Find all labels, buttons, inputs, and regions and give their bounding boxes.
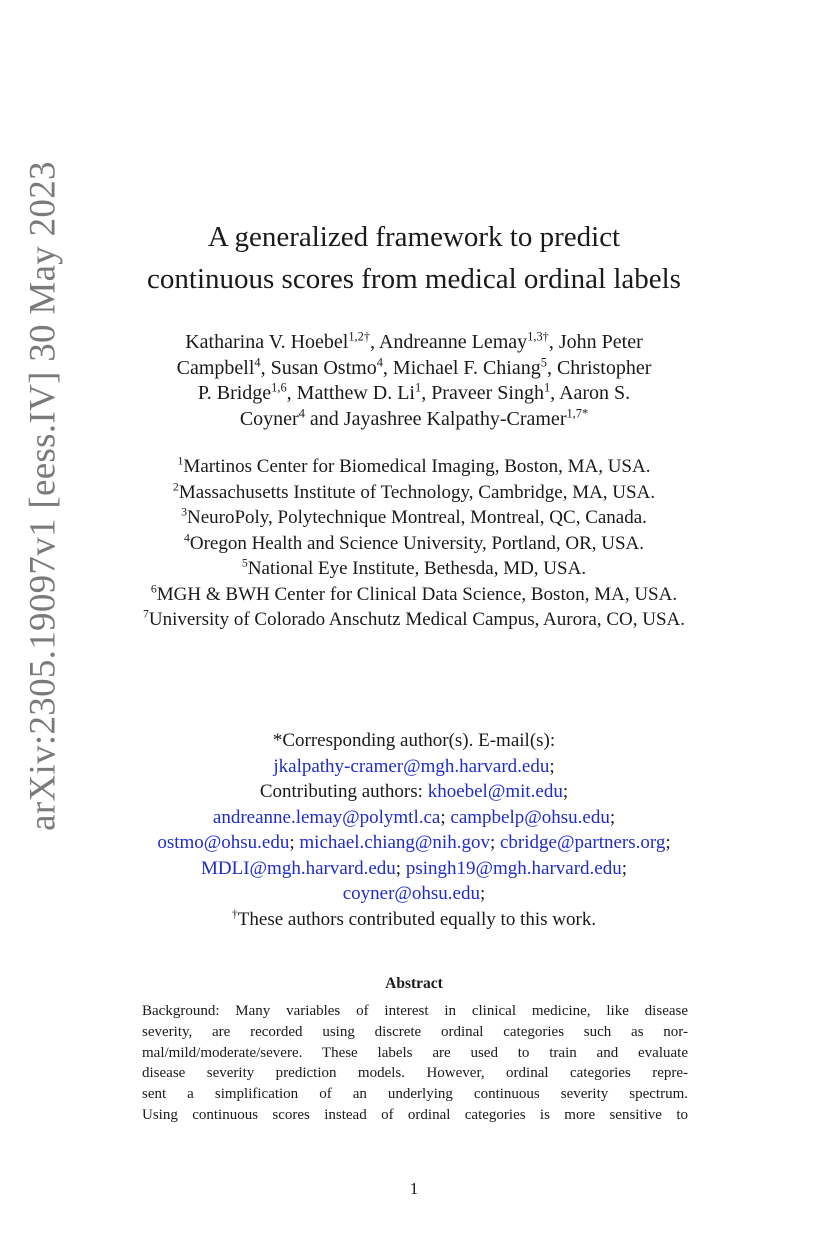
author-line-1: Katharina V. Hoebel$^{1,2\dagger}$, Andreanne Lemay$^{1,3\dagger}$, John Peter: [185, 329, 643, 353]
affiliation-list: [100, 454, 728, 633]
abstract-line: sent a simplification of an underlying continuous severity spectrum.: [142, 1086, 688, 1103]
abstract-line: Using continuous scores instead of ordinal categories is more sensitive to: [142, 1106, 688, 1123]
author-name: Michael F. Chiang: [392, 356, 541, 379]
affiliation-number: 7: [142, 607, 149, 621]
author-affiliation-marker: 4: [254, 354, 261, 369]
abstract-heading: Abstract: [385, 975, 443, 992]
contrib-email-link[interactable]: khoebel@mit.edu: [427, 781, 563, 802]
affiliation-item: [100, 505, 728, 531]
paper-title: [100, 216, 728, 300]
author-affiliation-marker: 1: [543, 380, 551, 395]
page-number: 1: [409, 1179, 419, 1198]
author-name: Matthew D. Li: [296, 382, 415, 404]
affiliation-item: [100, 531, 728, 557]
equal-contribution-text: These authors contributed equally to this work.: [237, 908, 597, 930]
affiliation-number: 6: [150, 582, 157, 596]
author-affiliation-marker: 1,3†: [527, 329, 549, 344]
affiliation-number: 2: [172, 480, 179, 494]
affiliation-item: [100, 582, 728, 608]
affiliation-text: National Eye Institute, Bethesda, MD, USA.: [247, 558, 587, 579]
author-affiliation-marker: 4: [376, 354, 383, 369]
affiliation-item: [100, 480, 728, 506]
contrib-email-link[interactable]: cbridge@partners.org: [499, 832, 666, 853]
affiliation-number: 5: [241, 556, 248, 570]
author-line-2: Campbell$^4$, Susan Ostmo$^4$, Michael F. Chiang$^5$, Christopher: [176, 354, 652, 379]
author-name-part: Coyner: [239, 407, 299, 430]
abstract-line: mal/mild/moderate/severe. These labels are used to train and evaluate: [142, 1044, 688, 1061]
abstract-line: severity, are recorded using discrete ordinal categories such as nor-: [142, 1023, 688, 1040]
affiliation-text: NeuroPoly, Polytechnique Montreal, Montreal, QC, Canada.: [186, 507, 647, 528]
corresponding-label: *Corresponding author(s). E-mail(s):: [272, 730, 556, 751]
dagger-mark: †: [231, 907, 238, 921]
contributing-emails-line-4: coyner@ohsu.edu;: [342, 883, 486, 904]
affiliation-item: [100, 607, 728, 633]
author-name: Praveer Singh: [431, 382, 544, 404]
affiliation-number: 4: [183, 531, 190, 545]
title-line-2: continuous scores from medical ordinal labels: [147, 263, 681, 295]
author-name-part: John Peter: [558, 331, 643, 353]
contrib-email-link[interactable]: michael.chiang@nih.gov: [299, 832, 490, 853]
author-line-3: P. Bridge$^{1,6}$, Matthew D. Li$^1$, Praveer Singh$^1$, Aaron S.: [197, 380, 631, 404]
author-name-part: P. Bridge: [197, 382, 272, 404]
arxiv-identifier-text: arXiv:2305.19097v1 [eess.IV] 30 May 2023: [22, 161, 64, 831]
contrib-email-link[interactable]: psingh19@mgh.harvard.edu: [405, 857, 622, 879]
abstract-line: disease severity prediction models. However, ordinal categories repre-: [142, 1065, 688, 1082]
contributing-emails-line-3: MDLI@mgh.harvard.edu; psingh19@mgh.harvard.edu;: [201, 857, 627, 879]
author-name: Susan Ostmo: [270, 356, 377, 379]
contrib-email-link[interactable]: campbelp@ohsu.edu: [450, 806, 610, 828]
abstract-line: Background: Many variables of interest in clinical medicine, like disease: [142, 1003, 688, 1019]
affiliation-text: Oregon Health and Science University, Portland, OR, USA.: [189, 532, 645, 554]
contributing-label: Contributing authors:: [259, 781, 423, 802]
contrib-email-link[interactable]: MDLI@mgh.harvard.edu: [201, 857, 396, 879]
contributing-line: Contributing authors: khoebel@mit.edu;: [259, 781, 569, 802]
corresponding-email-line: jkalpathy-cramer@mgh.harvard.edu;: [273, 755, 555, 777]
author-affiliation-marker: 5: [540, 354, 547, 369]
author-list: [100, 330, 728, 432]
affiliation-text: Massachusetts Institute of Technology, Cambridge, MA, USA.: [178, 481, 656, 503]
author-name-part: Aaron S.: [559, 382, 631, 404]
affiliation-text: MGH & BWH Center for Clinical Data Science, Boston, MA, USA.: [156, 583, 678, 605]
affiliation-item: [100, 454, 728, 480]
contrib-email-link[interactable]: coyner@ohsu.edu: [342, 883, 480, 904]
author-affiliation-marker: 1: [414, 380, 422, 395]
author-affiliation-marker: 1,2†: [348, 329, 371, 344]
abstract-body: [142, 1001, 688, 1126]
corresponding-email-link[interactable]: jkalpathy-cramer@mgh.harvard.edu: [273, 755, 550, 777]
author-name: Jayashree Kalpathy-Cramer: [343, 407, 567, 430]
contributing-emails-line-1: andreanne.lemay@polymtl.ca; campbelp@ohsu.edu;: [212, 806, 616, 828]
equal-contribution-note: [100, 907, 728, 933]
author-affiliation-marker: 4: [298, 405, 305, 420]
title-line-1: A generalized framework to predict: [207, 221, 621, 253]
author-affiliation-marker: 1,7*: [566, 405, 589, 420]
author-join-word: and: [309, 407, 339, 430]
affiliation-text: University of Colorado Anschutz Medical Campus, Aurora, CO, USA.: [148, 609, 686, 630]
author-name-part: Christopher: [556, 356, 652, 379]
affiliation-item: [100, 556, 728, 582]
author-name: Katharina V. Hoebel: [185, 331, 349, 353]
author-affiliation-marker: 1,6: [271, 380, 287, 395]
author-name-part: Campbell: [176, 356, 255, 379]
correspondence-block: [100, 728, 728, 932]
contrib-email-link[interactable]: andreanne.lemay@polymtl.ca: [212, 806, 441, 828]
contributing-emails-line-2: ostmo@ohsu.edu; michael.chiang@nih.gov; cbridge@partners.org;: [157, 832, 671, 853]
affiliation-number: 3: [181, 505, 187, 519]
contrib-email-link[interactable]: ostmo@ohsu.edu: [157, 832, 290, 853]
affiliation-text: Martinos Center for Biomedical Imaging, Boston, MA, USA.: [183, 456, 651, 477]
author-line-4: [100, 407, 728, 433]
author-name: Andreanne Lemay: [378, 331, 528, 353]
affiliation-number: 1: [177, 454, 184, 468]
